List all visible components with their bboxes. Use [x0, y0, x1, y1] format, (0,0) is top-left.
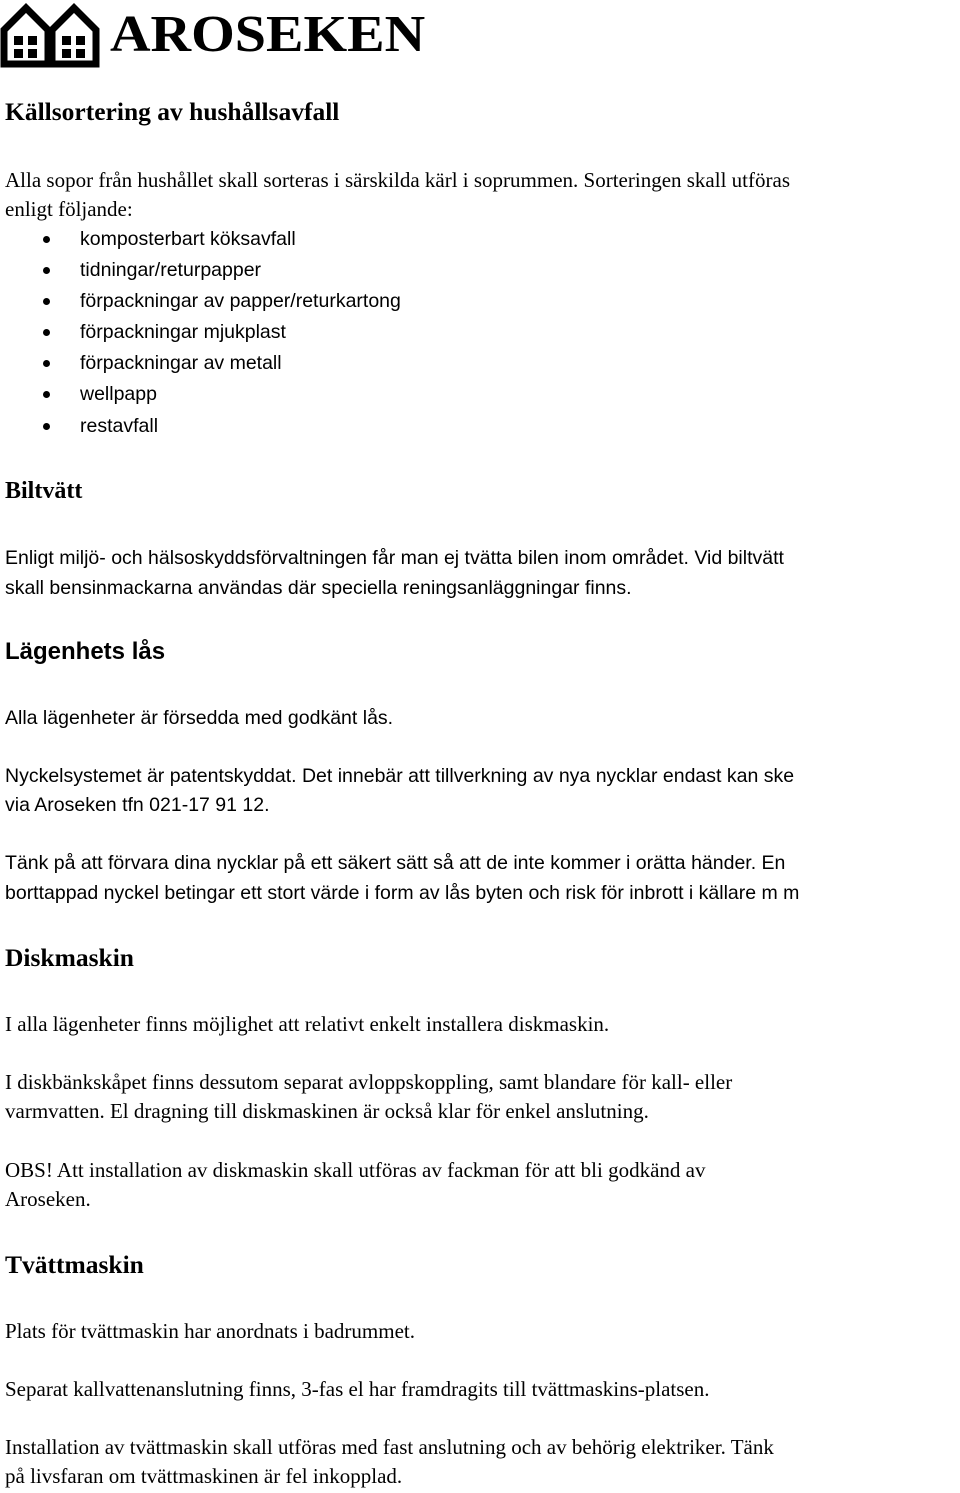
sorting-categories-list — [0, 224, 401, 442]
company-logo — [0, 0, 426, 70]
lagenhets-las-p3-line1: Tänk på att förvara dina nycklar på ett säkert sätt så att de inte kommer i orätta händer. En — [5, 852, 786, 874]
list-item: förpackningar av metall — [0, 348, 401, 379]
list-item: förpackningar av papper/returkartong — [0, 286, 401, 317]
lagenhets-las-p2-line2: via Aroseken tfn 021-17 91 12. — [5, 794, 270, 816]
section-heading-tvattmaskin: Tvättmaskin — [5, 1250, 144, 1279]
list-item: tidningar/returpapper — [0, 255, 401, 286]
kallsortering-intro-line1: Alla sopor från hushållet skall sorteras i särskilda kärl i soprummen. Sorteringen skall utföras — [5, 168, 790, 192]
tvattmaskin-p1: Plats för tvättmaskin har anordnats i badrummet. — [5, 1319, 415, 1343]
bullet-icon — [43, 360, 50, 367]
list-item: förpackningar mjukplast — [0, 317, 401, 348]
list-item: restavfall — [0, 411, 401, 442]
section-heading-lagenhets-las: Lägenhets lås — [5, 638, 166, 665]
kallsortering-intro-line2: enligt följande: — [5, 197, 133, 221]
bullet-icon — [43, 298, 50, 305]
list-item: komposterbart köksavfall — [0, 224, 401, 255]
bullet-icon — [43, 329, 50, 336]
diskmaskin-p2-line2: varmvatten. El dragning till diskmaskinen är också klar för enkel anslutning. — [5, 1099, 649, 1123]
bullet-icon — [43, 391, 50, 398]
bullet-icon — [43, 267, 50, 274]
diskmaskin-p3-line2: Aroseken. — [5, 1187, 91, 1211]
lagenhets-las-p1: Alla lägenheter är försedda med godkänt lås. — [5, 707, 394, 729]
section-heading-diskmaskin: Diskmaskin — [5, 943, 134, 972]
lagenhets-las-p3-line2: borttappad nyckel betingar ett stort värde i form av lås byten och risk för inbrott i källare m m — [5, 882, 800, 904]
biltvatt-line1: Enligt miljö- och hälsoskyddsförvaltningen får man ej tvätta bilen inom området. Vid biltvätt — [5, 547, 784, 569]
list-item: wellpapp — [0, 379, 401, 410]
lagenhets-las-p2-line1: Nyckelsystemet är patentskyddat. Det innebär att tillverkning av nya nycklar endast kan ske — [5, 765, 795, 787]
tvattmaskin-p3-line2: på livsfaran om tvättmaskinen är fel inkopplad. — [5, 1464, 403, 1488]
diskmaskin-p3-line1: OBS! Att installation av diskmaskin skall utföras av fackman för att bli godkänd av — [5, 1158, 706, 1182]
diskmaskin-p2-line1: I diskbänkskåpet finns dessutom separat avloppskoppling, samt blandare för kall- eller — [5, 1070, 733, 1094]
section-heading-biltvatt: Biltvätt — [5, 478, 83, 504]
tvattmaskin-p2: Separat kallvattenanslutning finns, 3-fas el har framdragits till tvättmaskins-platsen. — [5, 1377, 710, 1401]
section-heading-kallsortering: Källsortering av hushållsavfall — [5, 97, 340, 126]
biltvatt-line2: skall bensinmackarna användas där speciella reningsanläggningar finns. — [5, 577, 632, 599]
diskmaskin-p1: I alla lägenheter finns möjlighet att relativt enkelt installera diskmaskin. — [5, 1012, 610, 1036]
houses-logo-icon — [0, 2, 100, 68]
logo-wordmark: AROSEKEN — [110, 6, 426, 63]
bullet-icon — [43, 423, 50, 430]
bullet-icon — [43, 236, 50, 243]
tvattmaskin-p3-line1: Installation av tvättmaskin skall utföras med fast anslutning och av behörig elektriker. Tänk — [5, 1435, 774, 1459]
